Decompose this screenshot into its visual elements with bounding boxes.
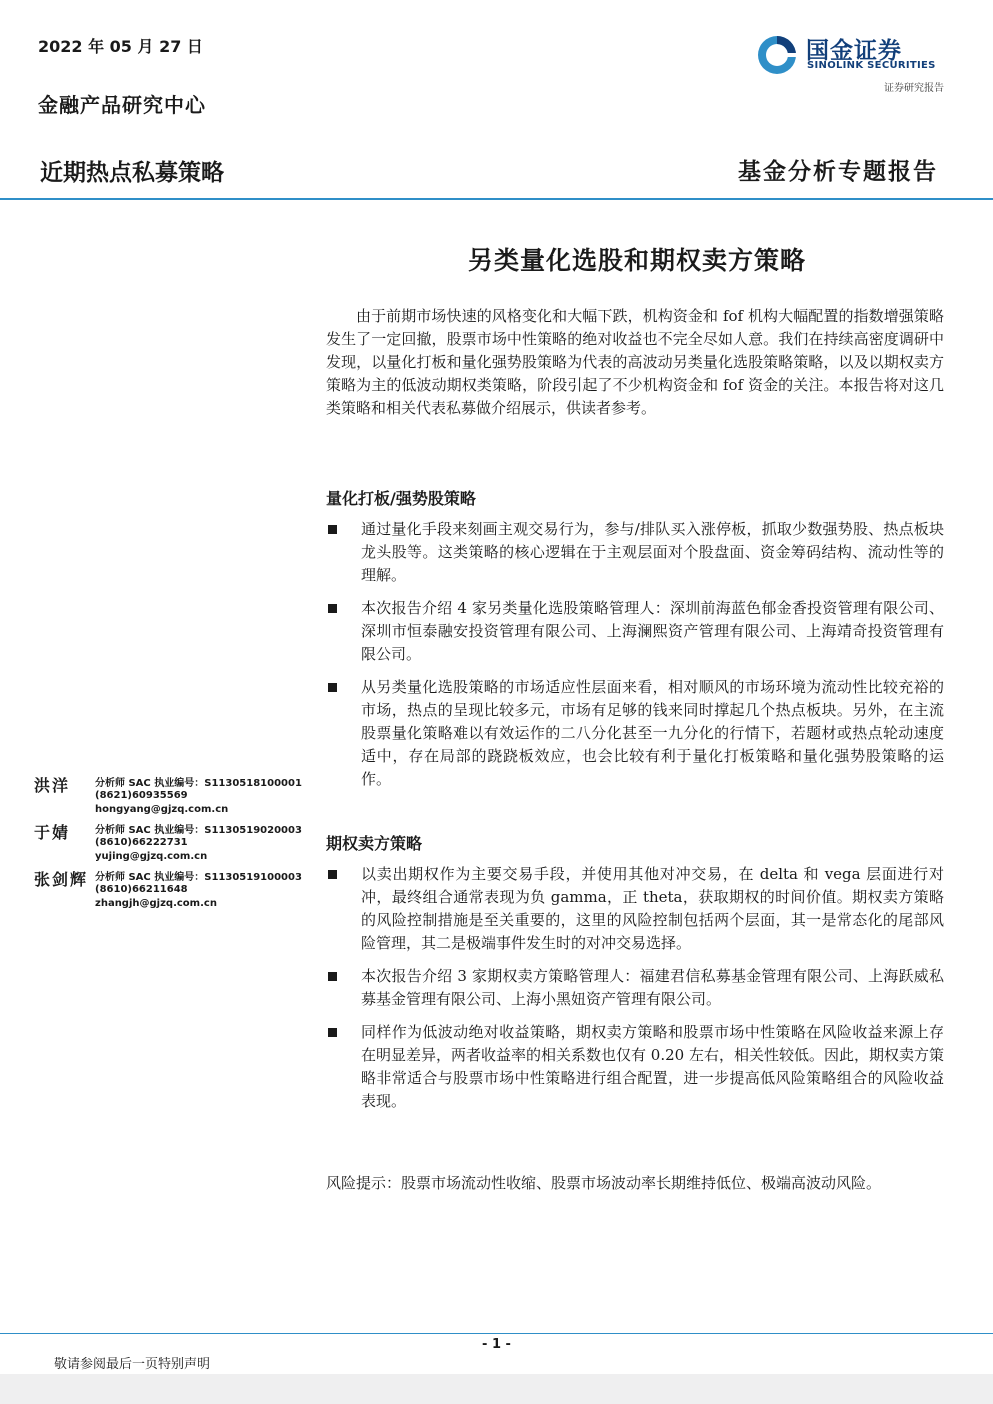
list-item bbox=[326, 518, 944, 587]
footer-divider bbox=[0, 1333, 993, 1334]
page-number: - 1 - bbox=[482, 1337, 511, 1352]
logo-name-cn: 国金证券 bbox=[806, 38, 902, 64]
risk-warning: 风险提示：股票市场流动性收缩、股票市场波动率长期维持低位、极端高波动风险。 bbox=[326, 1174, 882, 1192]
analyst-card bbox=[34, 773, 314, 817]
bullet-text: 本次报告介绍 3 家期权卖方策略管理人：福建君信私募基金管理有限公司、上海跃威私募基金管理有限公司、上海小黑妞资产管理有限公司。 bbox=[361, 967, 944, 1008]
analyst-sac-id: 分析师 SAC 执业编号：S1130519100003 bbox=[95, 872, 302, 883]
bullet-square-icon bbox=[328, 604, 337, 613]
analyst-email: yujing@gjzq.com.cn bbox=[95, 851, 208, 862]
bullet-text: 同样作为低波动绝对收益策略，期权卖方策略和股票市场中性策略在风险收益来源上存在明显差异，两者收益率的相关系数也仅有 0.20 左右，相关性较低。因此，期权卖方策略非常适合与股票市场中性策略进行组合配置，进一步提高低风险策略组合的风险收益表现。 bbox=[361, 1023, 944, 1110]
header-divider bbox=[0, 198, 993, 200]
report-series-title: 近期热点私募策略 bbox=[40, 160, 224, 186]
footer-band bbox=[0, 1374, 993, 1404]
analyst-phone: (8610)66222731 bbox=[95, 837, 188, 848]
bullet-text: 从另类量化选股策略的市场适应性层面来看，相对顺风的市场环境为流动性比较充裕的市场，热点的呈现比较多元，市场有足够的钱来同时撑起几个热点板块。另外，在主流股票量化策略难以有效运作的二八分化甚至一九分化的行情下，若题材或热点轮动速度适中，存在局部的跷跷板效应，也会比较有利于量化打板策略和量化强势股策略的运作。 bbox=[361, 678, 944, 788]
section-heading-quant-limit-up: 量化打板/强势股策略 bbox=[326, 489, 476, 508]
report-date: 2022 年 05 月 27 日 bbox=[38, 37, 203, 56]
company-logo bbox=[756, 32, 946, 94]
analyst-phone: (8610)66211648 bbox=[95, 884, 188, 895]
list-item bbox=[326, 597, 944, 666]
analyst-name: 于婧 bbox=[34, 823, 71, 842]
bullet-square-icon bbox=[328, 870, 337, 879]
analyst-phone: (8621)60935569 bbox=[95, 790, 188, 801]
analyst-name: 洪洋 bbox=[34, 776, 71, 795]
list-item bbox=[326, 1021, 944, 1113]
analyst-email: hongyang@gjzq.com.cn bbox=[95, 804, 229, 815]
research-center-label: 金融产品研究中心 bbox=[38, 93, 206, 117]
bullet-square-icon bbox=[328, 525, 337, 534]
bullet-text: 通过量化手段来刻画主观交易行为，参与/排队买入涨停板，抓取少数强势股、热点板块龙头股等。这类策略的核心逻辑在于主观层面对个股盘面、资金筹码结构、流动性等的理解。 bbox=[361, 520, 944, 584]
report-title: 另类量化选股和期权卖方策略 bbox=[467, 246, 806, 275]
bullet-square-icon bbox=[328, 683, 337, 692]
list-item bbox=[326, 676, 944, 791]
analyst-card bbox=[34, 867, 314, 911]
analyst-sac-id: 分析师 SAC 执业编号：S1130519020003 bbox=[95, 825, 302, 836]
bullet-text: 以卖出期权作为主要交易手段，并使用其他对冲交易，在 delta 和 vega 层面进行对冲，最终组合通常表现为负 gamma，正 theta，获取期权的时间价值。期权卖方策略的风险控制措施是至关重要的，这里的风险控制包括两个层面，其一是常态化的尾部风险管理，其二是极端事件发生时的对冲交易选择。 bbox=[361, 865, 944, 952]
bullet-square-icon bbox=[328, 1028, 337, 1037]
report-type-label: 基金分析专题报告 bbox=[738, 158, 938, 185]
section-heading-option-selling: 期权卖方策略 bbox=[326, 834, 423, 853]
logo-tagline: 证券研究报告 bbox=[884, 83, 944, 94]
summary-paragraph: 由于前期市场快速的风格变化和大幅下跌，机构资金和 fof 机构大幅配置的指数增强策略发生了一定回撤，股票市场中性策略的绝对收益也不完全尽如人意。我们在持续高密度调研中发现，以量化打板和量化强势股策略为代表的高波动另类量化选股策略策略，以及以期权卖方策略为主的低波动期权类策略，阶段引起了不少机构资金和 fof 资金的关注。本报告将对这几类策略和相关代表私募做介绍展示，供读者参考。 bbox=[326, 307, 944, 417]
analyst-name: 张剑辉 bbox=[34, 870, 89, 889]
list-item bbox=[326, 965, 944, 1011]
disclaimer-note: 敬请参阅最后一页特别声明 bbox=[54, 1357, 211, 1372]
analyst-sac-id: 分析师 SAC 执业编号：S1130518100001 bbox=[95, 778, 302, 789]
bullet-text: 本次报告介绍 4 家另类量化选股策略管理人：深圳前海蓝色郁金香投资管理有限公司、深圳市恒泰融安投资管理有限公司、上海澜熙资产管理有限公司、上海靖奇投资管理有限公司。 bbox=[361, 599, 944, 663]
analyst-email: zhangjh@gjzq.com.cn bbox=[95, 898, 217, 909]
list-item bbox=[326, 863, 944, 955]
logo-mark-icon bbox=[756, 34, 798, 76]
bullet-list-quant-limit-up bbox=[326, 518, 944, 801]
bullet-list-option-selling bbox=[326, 863, 944, 1123]
analyst-card bbox=[34, 820, 314, 864]
logo-name-en: SINOLINK SECURITIES bbox=[807, 60, 936, 71]
bullet-square-icon bbox=[328, 972, 337, 981]
